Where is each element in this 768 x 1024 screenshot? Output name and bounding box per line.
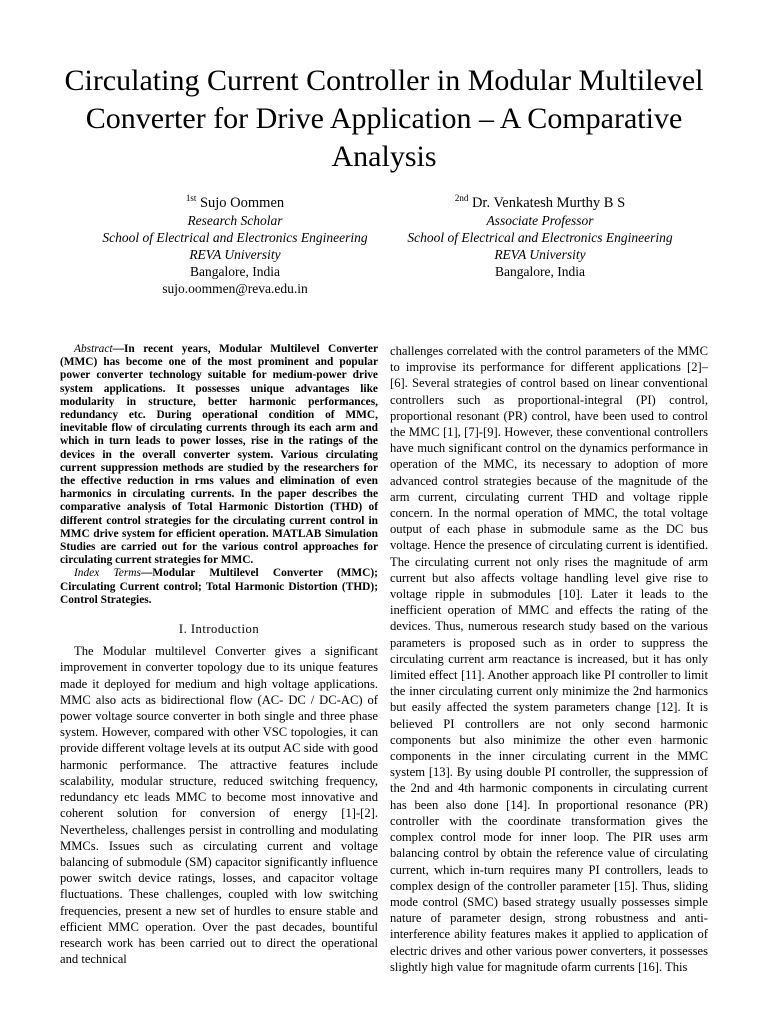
abstract bbox=[60, 343, 378, 567]
author-name bbox=[380, 190, 700, 212]
author-location: Bangalore, India bbox=[495, 263, 585, 279]
left-column bbox=[60, 343, 378, 967]
author-university: REVA University bbox=[189, 246, 281, 262]
author-name-text: Dr. Venkatesh Murthy B S bbox=[471, 194, 626, 211]
author-school: School of Electrical and Electronics Engineering bbox=[407, 229, 673, 245]
author-ordinal: 2nd bbox=[454, 193, 469, 203]
author-school: School of Electrical and Electronics Engineering bbox=[102, 229, 368, 245]
section-heading: I. Introduction bbox=[178, 622, 260, 637]
author-role: Associate Professor bbox=[486, 212, 594, 228]
intro-paragraph-right: challenges correlated with the control parameters of the MMC to improvise its performance for different applications [2]– [6]. Several strategies of control based on linear conventional controllers such as proportional-integral (PI) control, proportional resonant (PR) control, have been used to control the MMC [1], [7]-[9]. However, these conventional controllers have much significant control on the dynamics performance in operation of the MMC, its necessary to adoption of more advanced control strategies because of the magnitude of the arm current, circulating current THD and voltage ripple concern. In the normal operation of MMC, the total voltage output of each phase in submodule same as the DC bus voltage. Hence the presence of circulating current is identified. The circulating current not only rises the magnitude of arm current but also affects voltage handling level give rise to voltage ripple in submodules [10]. Later it leads to the inefficient operation of MMC and effects the rating of the devices. Thus, numerous research study based on the various parameters is proposed such as in order to suppress the circulating current arm reactance is increased, but it has only limited effect [11]. Another approach like PI controller to limit the inner circulating current only minimize the 2nd harmonics but easily affected the system parameters change [12]. It is believed PI controllers are not only second harmonic components but also minimize the other even harmonic components in the inner circulating current in the MMC system [13]. By using double PI controller, the suppression of the 2nd and 4th harmonic components in circulating current has been also done [14]. In proportional resonance (PR) controller with the coordinate transformation gives the complex control mode for inner loop. The PIR uses arm balancing control by obtain the reference value of circulating current, which in-turn requires many PI controllers, leads to complex design of the controller parameter [15]. Thus, sliding mode control (SMC) based strategy usually possesses simple nature of parameter design, strong robustness and anti-interference ability features makes it applied to application of electric drives and other various power converters, it possesses slightly high value for magnitude ofarm currents [16]. This bbox=[390, 344, 708, 974]
author-ordinal: 1st bbox=[185, 193, 197, 203]
paper-title: Circulating Current Controller in Modular Multilevel Converter for Drive Application – A Comparative Analysis bbox=[64, 64, 704, 173]
abstract-label: Abstract bbox=[74, 343, 113, 355]
author-role: Research Scholar bbox=[187, 212, 283, 228]
author-name bbox=[90, 190, 380, 212]
index-terms bbox=[60, 567, 378, 607]
author-location: Bangalore, India bbox=[190, 263, 280, 279]
author-block-2 bbox=[380, 190, 700, 280]
author-block-1 bbox=[90, 190, 380, 297]
right-column bbox=[390, 343, 708, 975]
author-email: sujo.oommen@reva.edu.in bbox=[162, 280, 308, 296]
author-university: REVA University bbox=[494, 246, 586, 262]
author-name-text: Sujo Oommen bbox=[199, 194, 285, 211]
intro-paragraph-left: The Modular multilevel Converter gives a significant improvement in converter topology due to its unique features made it deployed for medium and high voltage applications. MMC also acts as bidirectional flow (AC- DC / DC-AC) of power voltage source converter in both single and three phase system. However, compared with other VSC topologies, it can provide different voltage levels at its output AC side with good harmonic performance. The attractive features include scalability, modular structure, reduced switching frequency, redundancy etc leads MMC to become most innovative and coherent solution for conversion of energy [1]-[2]. Nevertheless, challenges persist in controlling and modulating MMCs. Issues such as circulating current and voltage balancing of submodule (SM) capacitor significantly influence power switch device ratings, losses, and capacitor voltage fluctuations. These challenges, coupled with low switching frequencies, present a new set of hurdles to ensure stable and efficient MMC operation. Over the past decades, bountiful research work has been carried out to direct the operational and technical bbox=[60, 644, 378, 967]
index-terms-text: —Modular Multilevel Converter (MMC); Circulating Current control; Total Harmonic Distortion (THD); Control Strategies. bbox=[60, 567, 378, 606]
abstract-text: —In recent years, Modular Multilevel Converter (MMC) has become one of the most prominent and popular power converter technology suitable for medium-power drive system applications. It possesses unique advantages like modularity in structure, better harmonic performances, redundancy etc. During operational condition of MMC, inevitable flow of circulating currents through its each arm and which in turn leads to power losses, rise in the ratings of the devices in the overall converter system. Various circulating current suppression methods are studied by the researchers for the effective reduction in rms values and elimination of even harmonics in circulating currents. In the paper describes the comparative analysis of Total Harmonic Distortion (THD) of different control strategies for the circulating current control in MMC drive system for efficient operation. MATLAB Simulation Studies are carried out for the various control approaches for circulating current strategies for MMC. bbox=[60, 343, 378, 567]
index-terms-label: Index Terms bbox=[74, 567, 141, 580]
